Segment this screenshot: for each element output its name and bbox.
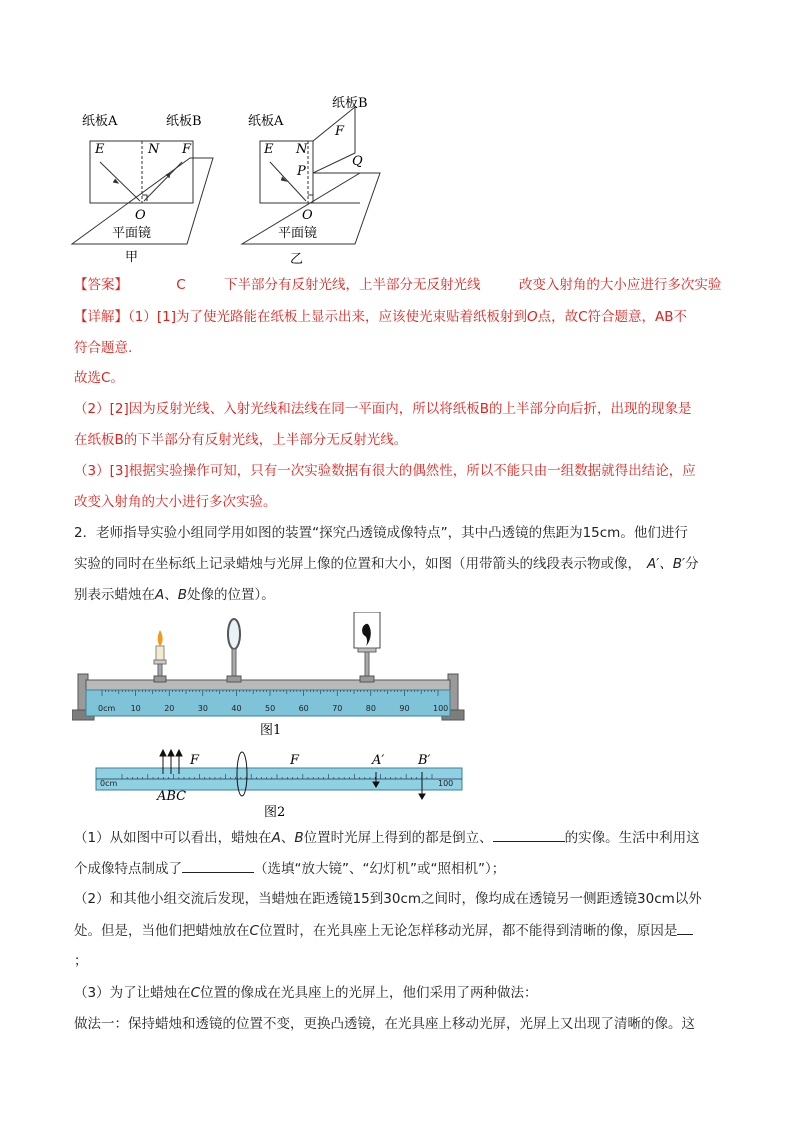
detail-p1a: （1）[1]为了使光路能在纸板上显示出来，应该使光束贴着纸板射到 xyxy=(128,309,527,325)
yi-p-label: P xyxy=(297,164,306,179)
yi-q-label: Q xyxy=(352,154,363,169)
focus-right-label: F xyxy=(290,753,300,768)
jia-board-a-label: 纸板A xyxy=(82,114,118,129)
detail-tag: 【详解】 xyxy=(74,309,128,325)
yi-caption: 乙 xyxy=(290,252,304,267)
yi-f-label: F xyxy=(335,124,345,139)
yi-e-label: E xyxy=(264,142,274,157)
sub-1-line-2: 个成像特点制成了 （选填“放大镜”、“幻灯机”或“照相机”）； xyxy=(74,858,734,879)
a-prime-label: A′ xyxy=(372,753,385,768)
yi-board-b-label: 纸板B xyxy=(332,96,368,111)
detail-line-7: 改变入射角的大小进行多次实验。 xyxy=(74,494,277,510)
jia-mirror-label: 平面镜 xyxy=(112,226,152,241)
image-position-figure xyxy=(92,742,472,820)
candle xyxy=(154,630,166,682)
sub-2-line-2: 处。但是，当他们把蜡烛放在C位置时，在光具座上无论怎样移动光屏，都不能得到清晰的像，原因是 xyxy=(74,920,734,941)
jia-board-b-label: 纸板B xyxy=(166,114,202,129)
object-arrows xyxy=(160,750,182,774)
jia-e-label: E xyxy=(95,142,105,157)
detail-p1b: 点，故C符合题意，AB不 xyxy=(537,309,688,325)
detail-line-4: （2）[2]因为反射光线、入射光线和法线在同一平面内，所以将纸板B的上半部分向后折，出现的现象是 xyxy=(74,401,692,417)
yi-n-label: N xyxy=(296,142,308,157)
yi-o-label: O xyxy=(302,208,313,223)
bench-unit-label: 0cm xyxy=(98,704,116,713)
blank-1[interactable] xyxy=(493,827,565,842)
strip-end-label: 100 xyxy=(438,779,454,788)
detail-line-3: 故选C。 xyxy=(74,370,124,386)
bench-tick-label: 100 xyxy=(433,704,449,713)
bench-tick-label: 70 xyxy=(332,704,343,713)
bench-tick-label: 50 xyxy=(265,704,276,713)
bench-tick-label: 60 xyxy=(298,704,309,713)
optical-bench-figure xyxy=(72,612,472,737)
jia-f-label: F xyxy=(182,142,192,157)
bench-tick-label: 20 xyxy=(164,704,175,713)
bench-tick-label: 30 xyxy=(197,704,208,713)
answer-2: 下半部分有反射光线，上半部分无反射光线 xyxy=(224,277,481,293)
jia-o-label: O xyxy=(135,208,146,223)
strip-unit-label: 0cm xyxy=(100,779,118,788)
bench-rail-top xyxy=(86,680,450,690)
fig1-caption: 图1 xyxy=(260,723,282,737)
blank-3[interactable] xyxy=(677,920,693,935)
detail-line-1 xyxy=(74,307,734,327)
bench-tick-label: 10 xyxy=(130,704,141,713)
bench-tick-label: 80 xyxy=(365,704,376,713)
answer-tag: 【答案】 xyxy=(74,277,128,293)
detail-line-2: 符合题意. xyxy=(74,340,133,356)
light-screen xyxy=(354,612,380,682)
bench-tick-label: 90 xyxy=(399,704,410,713)
jia-caption: 甲 xyxy=(125,250,139,265)
q2-aprime-bprime: A′、B′ xyxy=(647,556,686,572)
focus-left-label: F xyxy=(190,753,200,768)
blank-2[interactable] xyxy=(182,858,254,873)
reflection-figure xyxy=(70,95,400,270)
yi-board-a-label: 纸板A xyxy=(248,114,284,129)
q2-line-1: 2．老师指导实验小组同学用如图的装置“探究凸透镜成像特点”，其中凸透镜的焦距为15cm。他们进行 xyxy=(74,525,688,541)
answer-3: 改变入射角的大小应进行多次实验 xyxy=(518,277,722,293)
sub-3-line-2: 做法一：保持蜡烛和透镜的位置不变，更换凸透镜，在光具座上移动光屏，光屏上又出现了清晰的像。这 xyxy=(74,1016,695,1032)
yi-mirror-label: 平面镜 xyxy=(278,226,318,241)
sub-3-line-1: （3）为了让蜡烛在C位置的像成在光具座上的光屏上，他们采用了两种做法： xyxy=(74,985,538,1001)
q2-line-3: 别表示蜡烛在A、B处像的位置）。 xyxy=(74,587,275,603)
bench-tick-label: 40 xyxy=(231,704,242,713)
detail-p1o: O xyxy=(526,309,538,325)
b-prime-label: B′ xyxy=(418,753,431,768)
answer-line xyxy=(74,275,734,295)
abc-labels: ABC xyxy=(157,789,187,804)
fig2-caption: 图2 xyxy=(264,805,286,820)
sub-2-line-1: （2）和其他小组交流后发现，当蜡烛在距透镜15到30cm之间时，像均成在透镜另一侧距透镜30cm以外 xyxy=(74,891,702,907)
sub-1-line-1: （1）从如图中可以看出，蜡烛在A、B位置时光屏上得到的都是倒立、 的实像。生活中利用这 xyxy=(74,827,734,848)
answer-1: C xyxy=(176,277,186,293)
q2-line-2: 实验的同时在坐标纸上记录蜡烛与光屏上像的位置和大小，如图（用带箭头的线段表示物或像， A′、B′分 xyxy=(74,556,699,572)
convex-lens xyxy=(227,619,241,682)
detail-line-5: 在纸板B的下半部分有反射光线，上半部分无反射光线。 xyxy=(74,432,408,448)
sub-2-line-3: ； xyxy=(74,953,88,969)
detail-line-6: （3）[3]根据实验操作可知，只有一次实验数据有很大的偶然性，所以不能只由一组数据就得出结论，应 xyxy=(74,463,696,479)
jia-n-label: N xyxy=(148,142,160,157)
